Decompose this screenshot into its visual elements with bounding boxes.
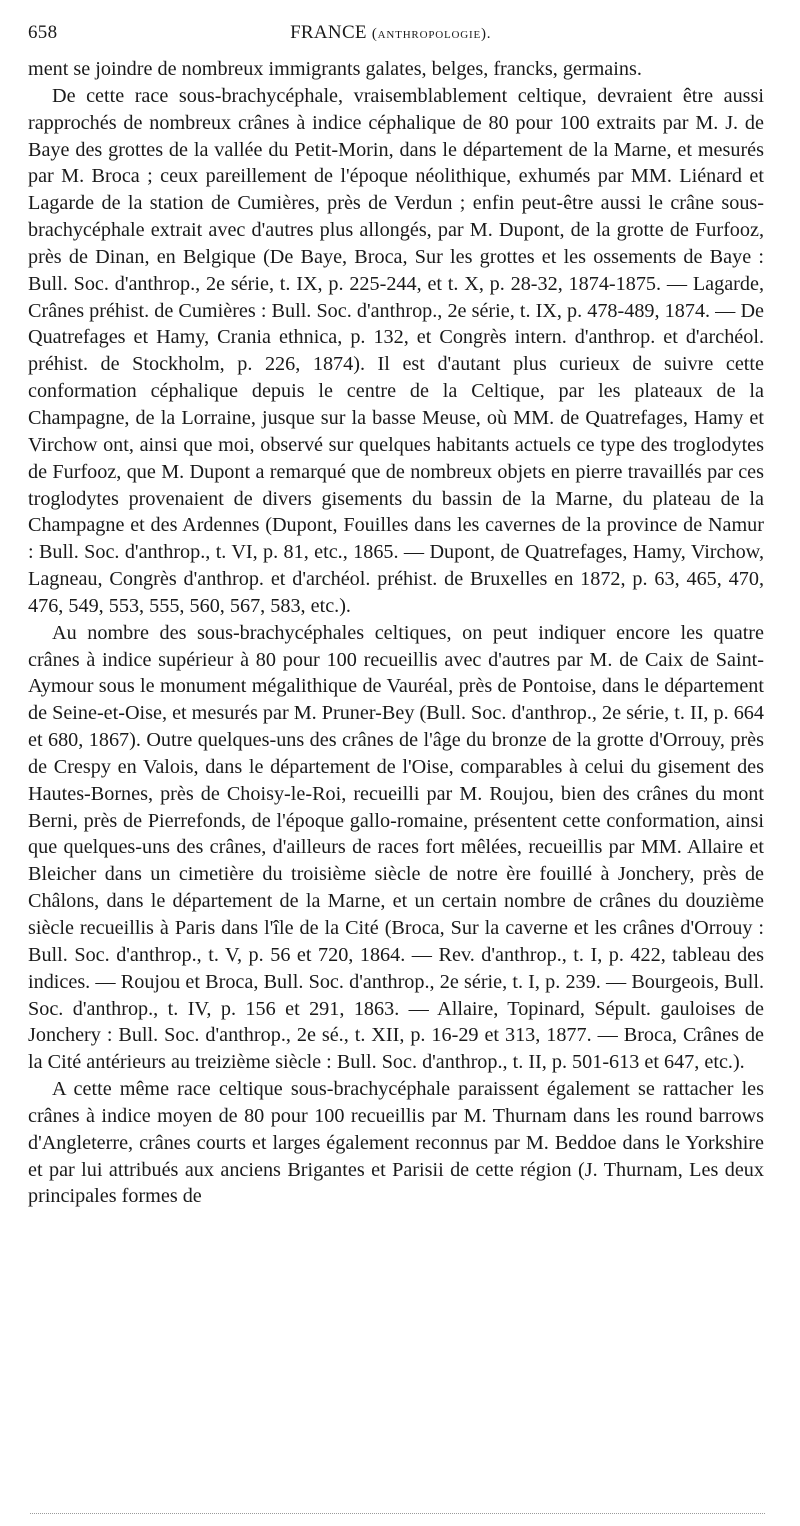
paragraph: Au nombre des sous-brachycéphales celtiques, on peut indiquer encore les quatre crânes à indice supérieur à 80 pour 100 recueillis avec d'autres par M. de Caix de Saint-Aymour sous le monument mégalithique de Vauréal, près de Pontoise, dans le département de Seine-et-Oise, et mesurés par M. Pruner-Bey (Bull. Soc. d'anthrop., 2e série, t. II, p. 664 et 680, 1867). Outre quelques-uns des crânes de l'âge du bronze de la grotte d'Orrouy, près de Crespy en Valois, dans le département de l'Oise, comparables à celui du gisement des Hautes-Bornes, près de Choisy-le-Roi, recueilli par M. Roujou, bien des crânes du mont Berni, près de Pierrefonds, de l'époque gallo-romaine, présentent cette conformation, ainsi que quelques-uns des crânes, d'ailleurs de races fort mêlées, recueillis par MM. Allaire et Bleicher dans un cimetière du troisième siècle de notre ère fouillé à Jonchery, près de Châlons, dans le département de la Marne, et un certain nombre de crânes du douzième siècle recueillis à Paris dans l'île de la Cité (Broca, Sur la caverne et les crânes d'Orrouy : Bull. Soc. d'anthrop., t. V, p. 56 et 720, 1864. — Rev. d'anthrop., t. I, p. 422, tableau des indices. — Roujou et Broca, Bull. Soc. d'anthrop., 2e série, t. I, p. 239. — Bourgeois, Bull. Soc. d'anthrop., t. IV, p. 156 et 291, 1863. — Allaire, Topinard, Sépult. gauloises de Jonchery : Bull. Soc. d'anthrop., 2e sé., t. XII, p. 16-29 et 313, 1877. — Broca, Crânes de la Cité antérieurs au treizième siècle : Bull. Soc. d'anthrop., t. II, p. 501-613 et 647, etc.).: [28, 621, 764, 1074]
running-title: [57, 22, 764, 44]
bottom-rule: [30, 1513, 765, 1514]
paragraph-continuation: ment se joindre de nombreux immigrants galates, belges, francks, germains.: [28, 58, 642, 80]
body-text: [28, 56, 764, 1210]
running-title-main: FRANCE: [290, 22, 367, 43]
paragraph: A cette même race celtique sous-brachycéphale paraissent également se rattacher les crânes à indice moyen de 80 pour 100 recueillis par M. Thurnam dans les round barrows d'Angleterre, crânes courts et larges également reconnus par M. Beddoe dans le Yorkshire et par lui attribués aux anciens Brigantes et Parisii de cette région (J. Thurnam, Les deux principales formes de: [28, 1078, 764, 1208]
page-number: 658: [28, 22, 58, 43]
running-header: [28, 22, 764, 50]
paragraph: De cette race sous-brachycéphale, vraisemblablement celtique, devraient être aussi rapprochés de nombreux crânes à indice céphalique de 80 pour 100 extraits par M. J. de Baye des grottes de la vallée du Petit-Morin, dans le département de la Marne, et mesurés par M. Broca ; ceux pareillement de l'époque néolithique, exhumés par MM. Liénard et Lagarde de la station de Cumières, près de Verdun ; enfin peut-être aussi le crâne sous-brachycéphale extrait avec d'autres plus allongés, par M. Dupont, de la grotte de Furfooz, près de Dinan, en Belgique (De Baye, Broca, Sur les grottes et les ossements de Baye : Bull. Soc. d'anthrop., 2e série, t. IX, p. 225-244, et t. X, p. 28-32, 1874-1875. — Lagarde, Crânes préhist. de Cumières : Bull. Soc. d'anthrop., 2e série, t. IX, p. 478-489, 1874. — De Quatrefages et Hamy, Crania ethnica, p. 132, et Congrès intern. d'anthrop. et d'archéol. préhist. de Stockholm, p. 226, 1874). Il est d'autant plus curieux de suivre cette conformation céphalique depuis le centre de la Celtique, par les plateaux de la Champagne, de la Lorraine, jusque sur la basse Meuse, où MM. de Quatrefages, Hamy et Virchow ont, ainsi que moi, observé sur quelques habitants actuels ce type des troglodytes de Furfooz, que M. Dupont a remarqué que de nombreux objets en pierre travaillés par ces troglodytes provenaient de divers gisements du bassin de la Marne, du plateau de la Champagne et des Ardennes (Dupont, Fouilles dans les cavernes de la province de Namur : Bull. Soc. d'anthrop., t. VI, p. 81, etc., 1865. — Dupont, de Quatrefages, Hamy, Virchow, Lagneau, Congrès d'anthrop. et d'archéol. préhist. de Bruxelles en 1872, p. 63, 465, 470, 476, 549, 553, 555, 560, 567, 583, etc.).: [28, 84, 764, 617]
document-page: [28, 22, 764, 1210]
running-title-subtitle: (anthropologie).: [371, 26, 492, 42]
